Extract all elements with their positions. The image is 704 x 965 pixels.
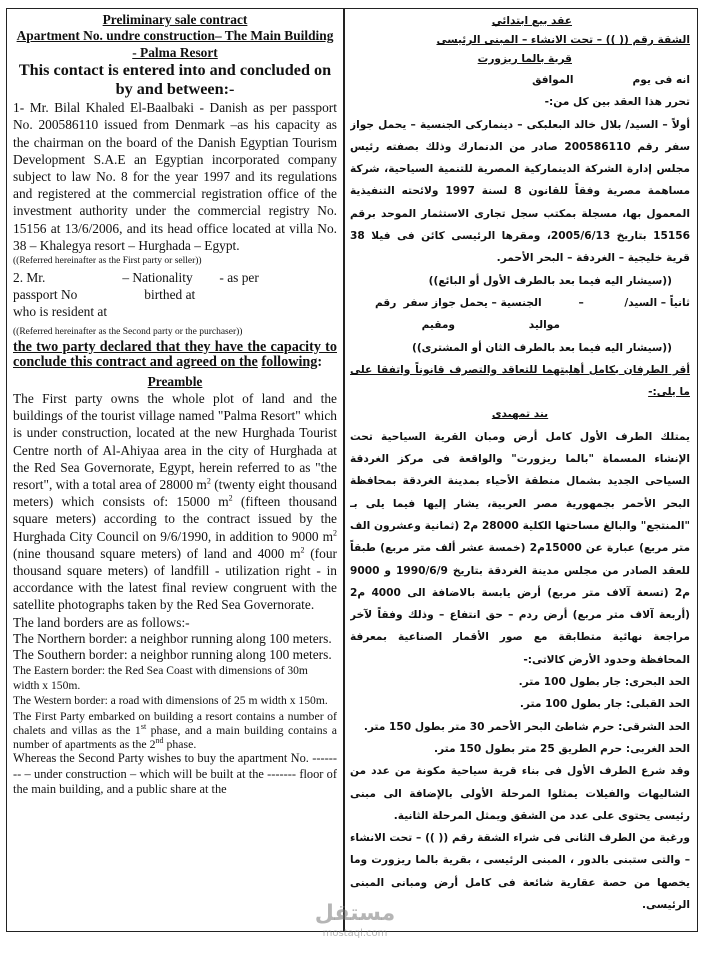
eastern-border: The Eastern border: the Red Sea Coast with dimensions of 30m width x 150m. — [13, 663, 308, 693]
arabic-western-border: الحد الغربى: حرم الطريق 25 متر بطول 150 متر. — [434, 742, 690, 755]
arabic-preamble-heading: بند تمهيدى — [491, 408, 549, 421]
second-party-line-3: who is resident at — [13, 304, 108, 320]
southern-border: The Southern border: a neighbor running along 100 meters. — [13, 646, 332, 662]
arabic-title: عقد بيع ابتدائي — [491, 15, 572, 27]
declaration-colon: : — [317, 354, 323, 371]
arabic-second-party-line-1: ثانياً – السيد/ – الجنسية – يحمل جواز سفر رقم — [374, 296, 690, 309]
english-intro: This contact is entered into and concluded on by and between:- — [18, 61, 332, 99]
arabic-subtitle: الشقة رقم (( )) – تحت الانشاء – المبنى الرئيسى — [436, 34, 690, 46]
preamble-heading: Preamble — [147, 373, 203, 389]
arabic-declaration: أقر الطرفان بكامل أهليتهما للتعاقد والتصرف قانوناً واتفقا على ما يلى:- — [350, 363, 690, 399]
borders-intro: The land borders are as follows:- — [13, 614, 190, 630]
second-party-line-2: passport No birthed at — [13, 287, 196, 303]
superscript-2: 2 — [206, 476, 211, 486]
watermark-arabic: مستقل — [314, 901, 396, 926]
building-text-2: phase, and a main building contains a number of apartments as the 2 — [13, 722, 337, 751]
arabic-column — [350, 12, 690, 928]
preamble-text-4: (nine thousand square meters) of land and 4000 m — [13, 545, 301, 561]
arabic-wish: ورغبة من الطرف الثانى فى شراء الشقة رقم (( )) – تحت الانشاء – والتى ستبنى بالدور ، المبنى الرئيسى ، بقرية بالما ريزورت وما يخصها من حصة عقارية شائعة فى كامل أرض ومبانى المبنى الرئيسى. — [350, 832, 690, 911]
superscript-nd: nd — [155, 735, 164, 745]
arabic-preamble: يمتلك الطرف الأول كامل أرض ومبان القرية السياحية تحت الإنشاء المسماة "بالما ريزورت" والواقعة فى مركز الغردقة السياحى الجديد بشمال منطقة الأحياء بمدينة الغردقة بمحافظة البحر الأحمر بجمهورية مصر العربية، يشار إليها فيما يلى بـ "المنتجع" والبالغ مساحتها الكلية 28000 م2 (ثمانية وعشرون الف متر مربع) عبارة عن 15000م2 (خمسة عشر ألف متر مربع) طبقاً للعقد الصادر من مجلس مدينة الغردقة بتاريخ 1990/6/9 و 9000 م2 (تسعة آلاف متر مربع) أرض يابسة بالاضافة الى 4000 م2 (أربعة آلاف متر مربع) أرض ردم – حق انتفاع – وذلك وفقاً لآخر مراجعة نهائية متطابقة مع صور الأقمار الصناعية بمعرفة المحافظة وحدود الأرض كالاتى:- — [350, 430, 690, 666]
preamble-text-1: The First party owns the whole plot of land and the buildings of the tourist village named "Palma Resort" which is under construction, located at the new Hurghada Tourist Centre north of Al-Ahiyaa area in the city of Hurghada at the Red Sea Governorate, Egypt, herein referred to as "the resort", with a total area of 28000 m — [13, 391, 337, 493]
whereas-paragraph: Whereas the Second Party wishes to buy the apartment No. -------- – under construction – which will be built at the ------- floor of the main building, and a public share at the — [13, 751, 337, 796]
arabic-first-party: أولاً – السيد/ بلال خالد البعلبكى – دينماركى الجنسية – يحمل جواز سفر رقم 200586110 صادر من الدنمارك وذلك بصفته رئيس مجلس إدارة الشركة الدينماركية المصرية للتنمية السياحية، شركة مساهمة مصرية وفقاً للقانون 8 لسنة 1997 ولائحته التنفيذية المعمول بها، مسجلة بمكتب سجل تجارى الاستثمار الموحد برقم 15156 بتاريخ 2005/6/13، ومقرها الرئيسى كائن فى فيلا 38 قرية خليجية – الغردقة – البحر الأحمر. — [350, 118, 690, 265]
column-divider — [343, 8, 345, 932]
capacity-declaration — [13, 340, 337, 371]
arabic-eastern-border: الحد الشرقى: حرم شاطئ البحر الأحمر 30 متر بطول 150 متر. — [363, 720, 690, 733]
preamble-text-2: (twenty eight thousand meters) which consists of: 15000 m — [13, 477, 337, 510]
watermark-latin: mostaql.com — [322, 928, 388, 939]
building-paragraph — [13, 709, 337, 752]
western-border: The Western border: a road with dimensions of 25 m width x 150m. — [13, 694, 328, 708]
arabic-first-party-reference: ((سيشار اليه فيما بعد بالطرف الأول أو البائع)) — [428, 274, 672, 287]
superscript-2: 2 — [333, 528, 337, 538]
arabic-date-line: انه فى يوم الموافق — [532, 74, 690, 86]
superscript-2: 2 — [300, 545, 305, 555]
preamble-text-3: (fifteen thousand square meters) according to the contract issued by the Hurghada City Council on 9/6/1990, in addition to 9000 m — [13, 494, 337, 544]
arabic-second-party-reference: ((سيشار اليه فيما بعد بالطرف الثان أو المشترى)) — [412, 341, 672, 354]
superscript-2: 2 — [228, 493, 233, 503]
english-title: Preliminary sale contract — [102, 12, 248, 27]
second-party-line-1: 2. Mr. – Nationality - as per — [13, 270, 259, 286]
declaration-following: following — [261, 354, 318, 371]
arabic-resort-name: قرية بالما ريزورت — [477, 53, 572, 65]
english-column — [13, 12, 337, 928]
superscript-st: st — [140, 721, 147, 731]
first-party-paragraph: 1- Mr. Bilal Khaled El-Baalbaki - Danish as per passport No. 200586110 issued from Denmark –as his capacity as the chairman on the board of the Danish Egyptian Tourism Development S.A.E an Egyptian incorporated company subject to law No. 8 for the year 1997 and its regulations and registered at the commercial registration office of the investment authority under the commercial registry No. 15156 at 13/6/2006, and its head office located at villa No. 38 – Khalegya resort – Hurghada – Egypt. — [13, 100, 337, 253]
building-text-3: phase. — [163, 736, 197, 751]
second-party-reference: ((Referred hereinafter as the Second party or the purchaser)) — [13, 326, 243, 337]
building-text-1: The First Party embarked on building a resort contains a number of chalets and villas as the 1 — [13, 708, 337, 737]
arabic-northern-border: الحد البحرى: جار بطول 100 متر. — [518, 676, 690, 689]
arabic-second-party-line-2: مواليد ومقيم — [421, 319, 560, 332]
english-subtitle: Apartment No. undre construction– The Main Building - Palma Resort — [16, 28, 334, 60]
watermark-logo — [300, 900, 410, 950]
first-party-reference: ((Referred hereinafter as the First party or seller)) — [13, 256, 202, 267]
preamble-paragraph — [13, 390, 337, 614]
arabic-building: وقد شرع الطرف الأول فى بناء قرية سياحية مكونة من عدد من الشاليهات والفيلات يمثلوا المرحلة الأولى بالإضافة الى مبنى رئيسى يحتوى على عدد من الشقق ويمثل المرحلة الثانية. — [350, 765, 690, 822]
arabic-between: تحرر هذا العقد بين كل من:- — [544, 96, 690, 109]
northern-border: The Northern border: a neighbor running along 100 meters. — [13, 630, 332, 646]
preamble-text-5: (four thousand square meters) of landfill - utilization right - in accordance with the latest final review congruent with the satellite photographs taken by the Red Sea Governorate. — [13, 545, 337, 613]
arabic-southern-border: الحد القبلى: جار بطول 100 متر. — [519, 698, 690, 711]
declaration-text: the two party declared that they have the capacity to conclude this contract and agreed on the — [13, 338, 337, 371]
